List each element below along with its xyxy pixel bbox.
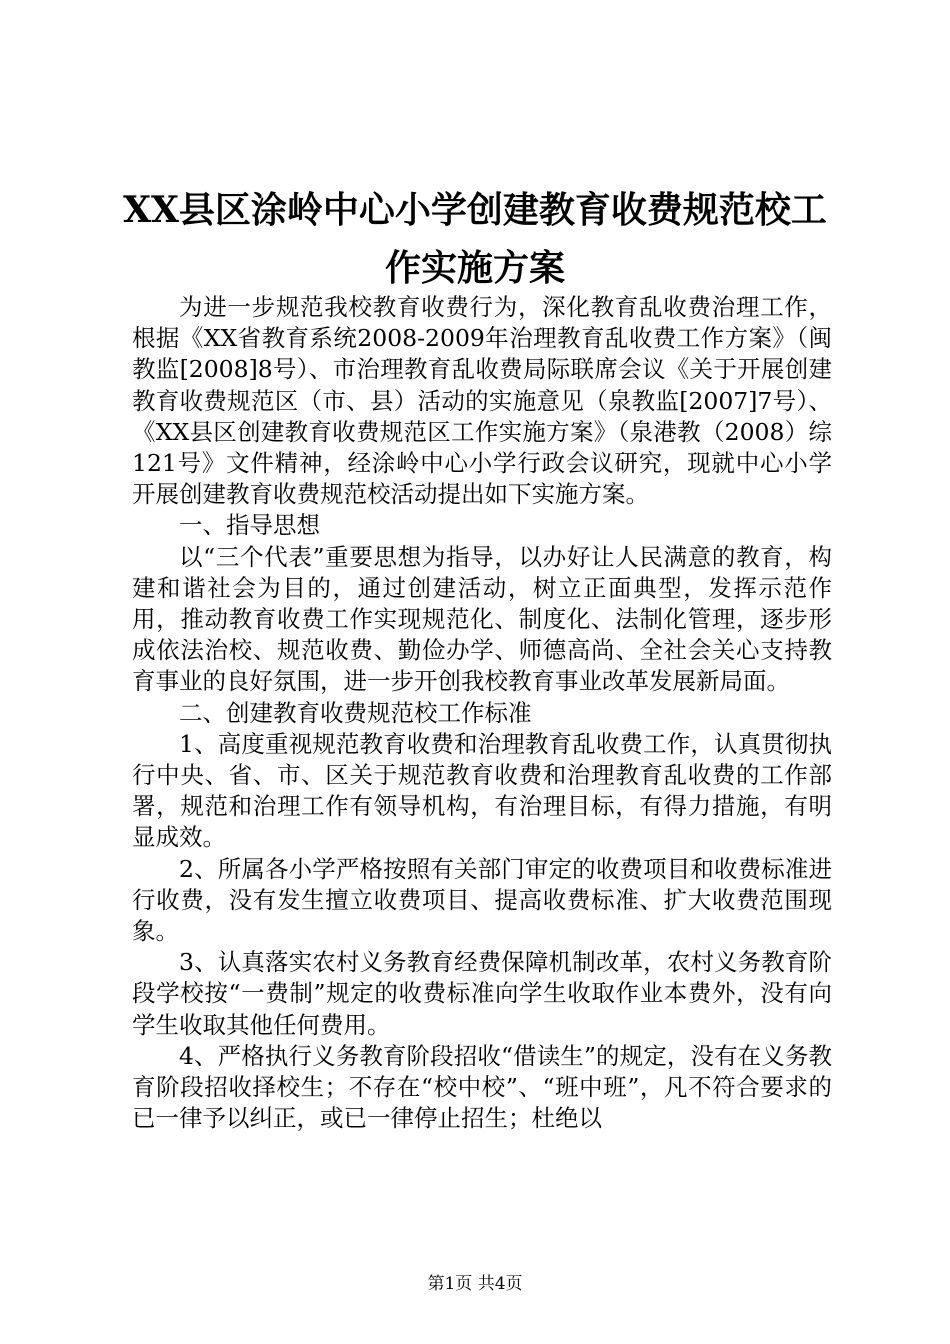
standard-item-2: 2、所属各小学严格按照有关部门审定的收费项目和收费标准进行收费，没有发生擅立收费项目、提高收费标准、扩大收费范围现象。 [132,854,832,946]
section-heading-guiding-ideology: 一、指导思想 [179,511,320,540]
standard-item-4: 4、严格执行义务教育阶段招收“借读生”的规定，没有在义务教育阶段招收择校生；不存在“校中校”、“班中班”，凡不符合要求的已一律予以纠正，或已一律停止招生；杜绝以 [132,1041,832,1133]
section-paragraph-guiding-ideology: 以“三个代表”重要思想为指导，以办好让人民满意的教育，构建和谐社会为目的，通过创建活动，树立正面典型，发挥示范作用，推动教育收费工作实现规范化、制度化、法制化管理，逐步形成依法治校、规范收费、勤俭办学、师德高尚、全社会关心支持教育事业的良好氛围，进一步开创我校教育事业改革发展新局面。 [132,542,832,696]
title-line-2: 作实施方案 [384,247,565,289]
document-title [100,181,850,297]
intro-paragraph: 为进一步规范我校教育收费行为，深化教育乱收费治理工作，根据《XX省教育系统2008-2009年治理教育乱收费工作方案》（闽教监[2008]8号）、市治理教育乱收费局际联席会议《关于开展创建教育收费规范区（市、县）活动的实施意见（泉教监[2007]7号）、《XX县区创建教育收费规范区工作实施方案》（泉港教（2008）综121号》文件精神，经涂岭中心小学行政会议研究，现就中心小学开展创建教育收费规范校活动提出如下实施方案。 [132,293,832,509]
standard-item-1: 1、高度重视规范教育收费和治理教育乱收费工作，认真贯彻执行中央、省、市、区关于规范教育收费和治理教育乱收费的工作部署，规范和治理工作有领导机构，有治理目标，有得力措施，有明显成效。 [132,729,832,852]
page-footer: 第1页 共4页 [427,1274,523,1294]
section-heading-work-standards: 二、创建教育收费规范校工作标准 [179,698,532,727]
document-body [132,292,832,1134]
title-line-1: XX县区涂岭中心小学创建教育收费规范校工 [123,189,827,231]
standard-item-3: 3、认真落实农村义务教育经费保障机制改革，农村义务教育阶段学校按“一费制”规定的收费标准向学生收取作业本费外，没有向学生收取其他任何费用。 [132,948,832,1039]
